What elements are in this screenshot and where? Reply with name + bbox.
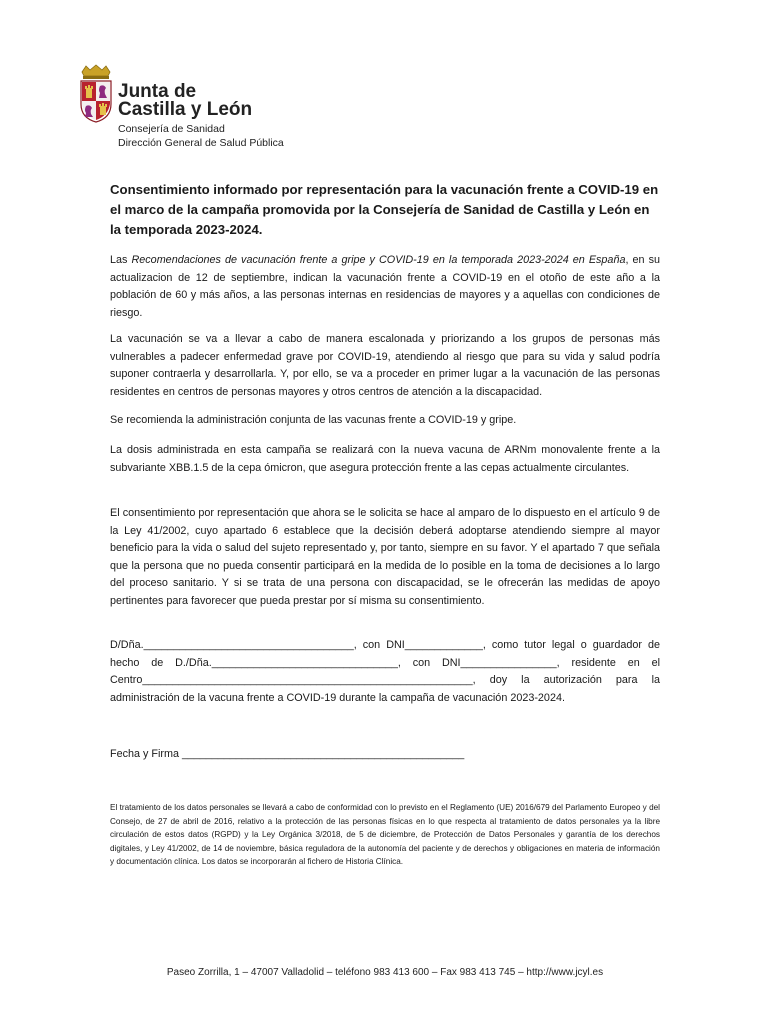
- date-signature-line: Fecha y Firma _______________________________________________: [110, 748, 465, 760]
- paragraph-recommendations: [110, 252, 660, 322]
- p1-prefix: Las: [110, 254, 132, 266]
- organization-name-line2: Castilla y León: [118, 99, 253, 120]
- organization-name-line1: Junta de: [118, 81, 197, 102]
- letterhead-logo: [78, 64, 298, 154]
- paragraph-vaccine-dose: La dosis administrada en esta campaña se realizará con la nueva vacuna de ARNm monovalente frente a la subvariante XBB.1.5 de la cepa ómicron, que asegura protección frente a las cepas actualmente circulantes.: [110, 444, 660, 474]
- paragraph-prioritization: La vacunación se va a llevar a cabo de manera escalonada y priorizando a los grupos de personas más vulnerables a padecer enfermedad grave por COVID-19, atendiendo al riesgo que para su vida y salud podría suponer contraerla y desarrollarla. Y, por ello, se va a proceder en primer lugar a la vacunación de las personas residentes en centros de personas mayores y otros centros de atención a la discapacidad.: [110, 333, 660, 398]
- department-name: Consejería de Sanidad: [118, 123, 225, 135]
- paragraph-legal-basis: El consentimiento por representación que ahora se le solicita se hace al amparo de lo dispuesto en el artículo 9 de la Ley 41/2002, cuyo apartado 6 establece que la decisión deberá adoptarse atendiendo siempre al mayor beneficio para la vida o salud del sujeto representado y, por tanto, siempre en su favor. Y el apartado 7 que señala que la persona que no pueda consentir participará en la medida de lo posible en la toma de decisiones a lo largo del proceso sanitario. Y si se trata de una persona con discapacidad, se le ofrecerán las medidas de apoyo pertinentes para favorecer que pueda prestar por sí misma su consentimiento.: [110, 507, 660, 607]
- recommendations-title: Recomendaciones de vacunación frente a gripe y COVID-19 en la temporada 2023-2024 en España: [131, 254, 626, 266]
- p1-rest: , en su actualizacion de 12 de septiembre, indican la vacunación frente a COVID-19 en el otoño de este año a la población de 60 y más años, a las personas internas en residencias de mayores y a aquellas con condiciones de riesgo.: [110, 254, 660, 319]
- footer-address: Paseo Zorrilla, 1 – 47007 Valladolid – teléfono 983 413 600 – Fax 983 413 745 – http://www.jcyl.es: [166, 967, 604, 978]
- authorization-form-fields: D/Dña.___________________________________, con DNI_____________, como tutor legal o guardador de hecho de D./Dña._______________________________, con DNI________________, residente en el Centro_______________________________________________________, doy la autorización para la administración de la vacuna frente a COVID-19 durante la campaña de vacunación 2023-2024.: [110, 639, 660, 704]
- directorate-name: Dirección General de Salud Pública: [118, 137, 284, 149]
- document-title: Consentimiento informado por representación para la vacunación frente a COVID-19 en el marco de la campaña promovida por la Consejería de Sanidad de Castilla y León en la temporada 2023-2024.: [110, 182, 659, 237]
- coat-of-arms-icon: [78, 64, 114, 124]
- paragraph-coadministration: Se recomienda la administración conjunta de las vacunas frente a COVID-19 y gripe.: [110, 414, 517, 426]
- data-protection-notice: El tratamiento de los datos personales se llevará a cabo de conformidad con lo previsto en el Reglamento (UE) 2016/679 del Parlamento Europeo y del Consejo, de 27 de abril de 2016, relativo a la protección de las personas físicas en lo que respecta al tratamiento de datos personales ya la libre circulación de estos datos (RGPD) y la Ley Orgánica 3/2018, de 5 de diciembre, de Protección de Datos Personales y garantía de los derechos digitales, y Ley 41/2002, de 14 de noviembre, básica reguladora de la autonomía del paciente y de derechos y obligaciones en materia de información y documentación clínica. Los datos se incorporarán al fichero de Historia Clínica.: [110, 803, 660, 867]
